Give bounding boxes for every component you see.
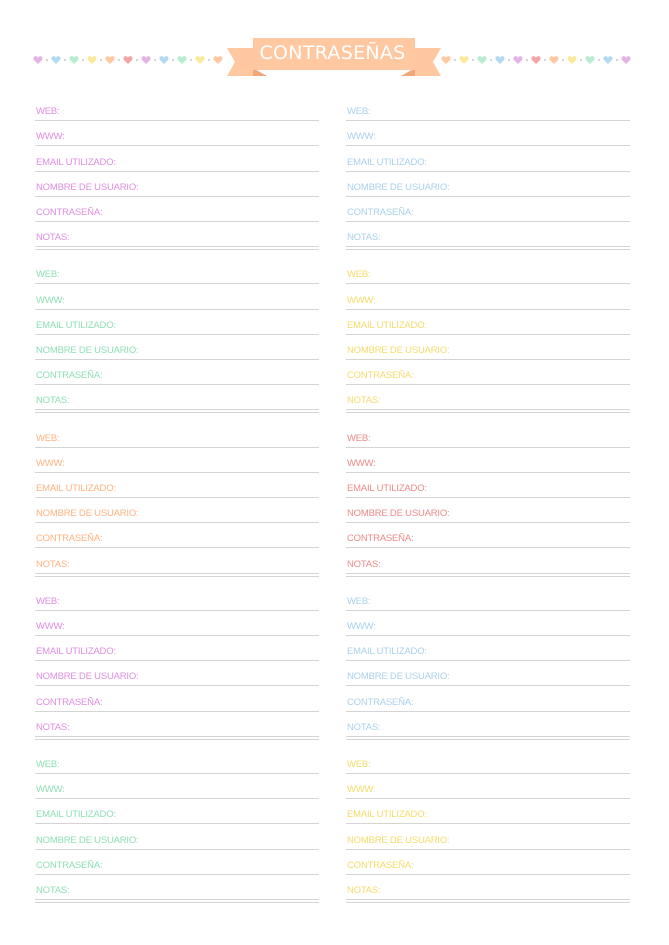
password-entry-block (35, 259, 319, 410)
heart-icon (159, 55, 169, 65)
form-field-row[interactable] (35, 498, 319, 523)
heart-icon (177, 55, 187, 65)
form-field-row[interactable] (35, 121, 319, 146)
heart-icon (87, 55, 97, 65)
field-underline (35, 736, 319, 737)
field-underline (346, 899, 630, 900)
form-field-row[interactable] (346, 498, 630, 523)
field-label: EMAIL UTILIZADO: (36, 156, 116, 168)
field-label: WEB: (36, 432, 60, 444)
field-label: WWW: (347, 457, 376, 469)
dot-separator (508, 59, 510, 61)
heart-icon (195, 55, 205, 65)
heart-icon (105, 55, 115, 65)
field-label: EMAIL UTILIZADO: (36, 646, 116, 658)
dot-separator (454, 59, 456, 61)
form-field-row[interactable] (346, 448, 630, 473)
dot-separator (154, 59, 156, 61)
block-end-underline (35, 412, 319, 413)
heart-icon (33, 55, 43, 65)
form-field-row[interactable] (346, 360, 630, 385)
field-underline (346, 573, 630, 574)
dot-separator (64, 59, 66, 61)
form-field-row[interactable] (346, 284, 630, 309)
field-label: WWW: (36, 784, 65, 796)
form-field-row[interactable] (346, 121, 630, 146)
field-label: EMAIL UTILIZADO: (36, 482, 116, 494)
heart-icon (441, 55, 451, 65)
form-field-row[interactable] (35, 636, 319, 661)
dot-separator (526, 59, 528, 61)
password-entry-block (346, 586, 630, 737)
form-field-row[interactable] (35, 749, 319, 774)
form-field-row[interactable] (346, 799, 630, 824)
heart-icon (549, 55, 559, 65)
form-field-row[interactable] (346, 824, 630, 849)
heart-icon (51, 55, 61, 65)
block-end-underline (35, 576, 319, 577)
form-field-row[interactable] (35, 875, 319, 900)
form-field-row[interactable] (35, 799, 319, 824)
heart-icon (603, 55, 613, 65)
form-field-row[interactable] (35, 850, 319, 875)
password-entry-block (35, 422, 319, 573)
form-field-row[interactable] (35, 146, 319, 171)
field-label: WWW: (347, 620, 376, 632)
form-field-row[interactable] (35, 824, 319, 849)
form-field-row[interactable] (35, 335, 319, 360)
form-field-row[interactable] (346, 473, 630, 498)
field-label: CONTRASEÑA: (347, 533, 414, 545)
field-label: WEB: (347, 432, 371, 444)
form-field-row[interactable] (346, 310, 630, 335)
field-label: WWW: (347, 294, 376, 306)
field-label: EMAIL UTILIZADO: (347, 319, 427, 331)
form-field-row[interactable] (35, 523, 319, 548)
field-underline (346, 736, 630, 737)
password-entry-block (346, 422, 630, 573)
dot-separator (544, 59, 546, 61)
heart-icon (69, 55, 79, 65)
field-label: EMAIL UTILIZADO: (347, 646, 427, 658)
field-label: WEB: (36, 106, 60, 118)
form-field-row[interactable] (346, 197, 630, 222)
form-field-row[interactable] (346, 222, 630, 247)
field-label: CONTRASEÑA: (36, 696, 103, 708)
heart-icon (141, 55, 151, 65)
field-label: EMAIL UTILIZADO: (36, 319, 116, 331)
dot-separator (472, 59, 474, 61)
block-end-underline (346, 249, 630, 250)
field-label: NOMBRE DE USUARIO: (36, 508, 139, 520)
field-label: WWW: (347, 784, 376, 796)
field-label: NOTAS: (36, 884, 70, 896)
field-label: NOMBRE DE USUARIO: (36, 671, 139, 683)
form-field-row[interactable] (35, 686, 319, 711)
field-label: CONTRASEÑA: (347, 370, 414, 382)
password-entry-block (346, 259, 630, 410)
form-field-row[interactable] (346, 335, 630, 360)
hearts-border-left (33, 55, 223, 65)
form-field-row[interactable] (35, 611, 319, 636)
field-label: NOTAS: (347, 558, 381, 570)
hearts-border-right (441, 55, 631, 65)
form-field-row[interactable] (35, 96, 319, 121)
dot-separator (82, 59, 84, 61)
heart-icon (513, 55, 523, 65)
form-field-row[interactable] (346, 422, 630, 447)
field-label: NOTAS: (347, 232, 381, 244)
field-label: WWW: (36, 457, 65, 469)
page-title: CONTRASEÑAS (259, 42, 406, 64)
field-underline (35, 246, 319, 247)
field-label: WWW: (36, 294, 65, 306)
heart-icon (495, 55, 505, 65)
field-label: WEB: (36, 758, 60, 770)
heart-icon (585, 55, 595, 65)
field-underline (346, 246, 630, 247)
field-label: CONTRASEÑA: (347, 206, 414, 218)
form-field-row[interactable] (35, 197, 319, 222)
dot-separator (190, 59, 192, 61)
password-entry-block (35, 586, 319, 737)
form-field-row[interactable] (346, 636, 630, 661)
heart-icon (567, 55, 577, 65)
dot-separator (490, 59, 492, 61)
field-label: WWW: (36, 620, 65, 632)
field-underline (346, 409, 630, 410)
field-label: NOMBRE DE USUARIO: (347, 671, 450, 683)
field-label: NOTAS: (36, 232, 70, 244)
heart-icon (531, 55, 541, 65)
block-end-underline (35, 739, 319, 740)
field-label: CONTRASEÑA: (347, 859, 414, 871)
dot-separator (46, 59, 48, 61)
field-label: NOTAS: (347, 884, 381, 896)
field-label: WEB: (347, 758, 371, 770)
block-end-underline (346, 412, 630, 413)
form-field-row[interactable] (346, 259, 630, 284)
field-label: EMAIL UTILIZADO: (36, 809, 116, 821)
field-label: NOMBRE DE USUARIO: (347, 181, 450, 193)
form-field-row[interactable] (35, 360, 319, 385)
password-entry-block (346, 96, 630, 247)
form-field-row[interactable] (35, 422, 319, 447)
block-end-underline (346, 739, 630, 740)
field-label: EMAIL UTILIZADO: (347, 156, 427, 168)
password-entry-block (346, 749, 630, 900)
heart-icon (477, 55, 487, 65)
form-field-row[interactable] (35, 473, 319, 498)
password-entry-block (35, 749, 319, 900)
form-field-row[interactable] (346, 611, 630, 636)
block-end-underline (346, 576, 630, 577)
block-end-underline (35, 249, 319, 250)
field-label: WWW: (36, 131, 65, 143)
form-field-row[interactable] (35, 172, 319, 197)
form-field-row[interactable] (35, 259, 319, 284)
form-field-row[interactable] (346, 712, 630, 737)
field-label: CONTRASEÑA: (36, 533, 103, 545)
form-field-row[interactable] (346, 850, 630, 875)
field-label: CONTRASEÑA: (36, 859, 103, 871)
field-label: WEB: (347, 106, 371, 118)
form-field-row[interactable] (346, 172, 630, 197)
field-label: NOMBRE DE USUARIO: (36, 181, 139, 193)
field-underline (35, 899, 319, 900)
heart-icon (123, 55, 133, 65)
form-field-row[interactable] (35, 385, 319, 410)
dot-separator (172, 59, 174, 61)
field-label: NOTAS: (36, 558, 70, 570)
field-label: CONTRASEÑA: (347, 696, 414, 708)
dot-separator (208, 59, 210, 61)
form-field-row[interactable] (35, 222, 319, 247)
field-label: WEB: (347, 595, 371, 607)
block-end-underline (346, 902, 630, 903)
field-label: WEB: (347, 269, 371, 281)
form-field-row[interactable] (35, 448, 319, 473)
dot-separator (562, 59, 564, 61)
dot-separator (598, 59, 600, 61)
form-field-row[interactable] (35, 284, 319, 309)
dot-separator (100, 59, 102, 61)
field-label: WEB: (36, 595, 60, 607)
form-field-row[interactable] (346, 774, 630, 799)
dot-separator (580, 59, 582, 61)
form-field-row[interactable] (346, 96, 630, 121)
field-label: EMAIL UTILIZADO: (347, 482, 427, 494)
field-label: CONTRASEÑA: (36, 206, 103, 218)
field-label: NOTAS: (347, 395, 381, 407)
password-entry-block (35, 96, 319, 247)
heart-icon (213, 55, 223, 65)
form-field-row[interactable] (346, 661, 630, 686)
field-label: CONTRASEÑA: (36, 370, 103, 382)
field-underline (35, 409, 319, 410)
field-label: NOMBRE DE USUARIO: (36, 834, 139, 846)
field-label: NOTAS: (347, 721, 381, 733)
form-field-row[interactable] (346, 749, 630, 774)
field-label: NOMBRE DE USUARIO: (347, 834, 450, 846)
field-label: EMAIL UTILIZADO: (347, 809, 427, 821)
dot-separator (616, 59, 618, 61)
field-label: NOMBRE DE USUARIO: (347, 344, 450, 356)
heart-icon (621, 55, 631, 65)
form-field-row[interactable] (346, 586, 630, 611)
form-field-row[interactable] (346, 146, 630, 171)
field-label: WWW: (347, 131, 376, 143)
field-label: NOTAS: (36, 395, 70, 407)
field-label: NOTAS: (36, 721, 70, 733)
form-field-row[interactable] (35, 661, 319, 686)
field-underline (35, 573, 319, 574)
form-field-row[interactable] (346, 875, 630, 900)
form-field-row[interactable] (346, 548, 630, 573)
form-field-row[interactable] (35, 310, 319, 335)
page-header (0, 30, 669, 80)
form-field-row[interactable] (35, 774, 319, 799)
form-field-row[interactable] (346, 523, 630, 548)
field-label: NOMBRE DE USUARIO: (347, 508, 450, 520)
dot-separator (118, 59, 120, 61)
field-label: WEB: (36, 269, 60, 281)
form-field-row[interactable] (35, 548, 319, 573)
form-field-row[interactable] (346, 686, 630, 711)
dot-separator (136, 59, 138, 61)
form-field-row[interactable] (35, 586, 319, 611)
block-end-underline (35, 902, 319, 903)
heart-icon (459, 55, 469, 65)
form-field-row[interactable] (346, 385, 630, 410)
field-label: NOMBRE DE USUARIO: (36, 344, 139, 356)
form-field-row[interactable] (35, 712, 319, 737)
